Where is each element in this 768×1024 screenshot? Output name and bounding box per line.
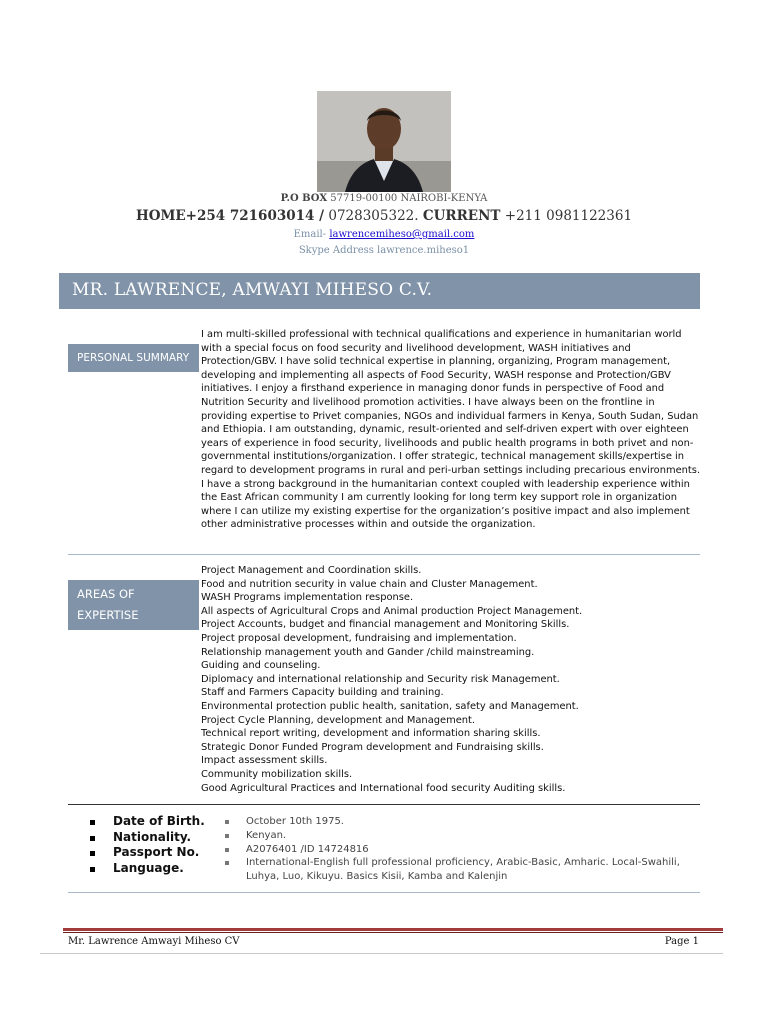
list-item: Impact assessment skills. xyxy=(201,755,328,767)
bullet-icon xyxy=(225,820,229,824)
portrait-image xyxy=(317,91,451,192)
list-item: Strategic Donor Funded Program development and Fundraising skills. xyxy=(201,741,544,753)
skype-line: Skype Address lawrence.miheso1 xyxy=(298,245,470,256)
personal-summary-text: I am multi-skilled professional with technical qualifications and experience in humanitarian world with a special focus on food security and livelihood development, WASH initiatives and Protection/GBV. I have solid technical expertise in planning, organizing, Program management, developing and implementing all aspects of Food Security, WASH response and Protection/GBV initiatives. I enjoy a firsthand experience in managing donor funds in perspective of Food and Nutrition Security and livelihood promotion activities. I have always been on the frontline in providing expertise to Privet companies, NGOs and individual farmers in Kenya, South Sudan, Sudan and Ethiopia. I am outstanding, dynamic, result-oriented and self-driven expert with over eighteen years of experience in food security, livelihoods and public health programs in both privet and non-governmental institutions/organization. I offer strategic, technical management skills/expertise in regard to development programs in rural and peri-urban settings including precarious environments. I have a strong background in the humanitarian context coupled with leadership experience within the East African community I am currently looking for long term key support role in organization where I can utilize my existing expertise for the organization’s positive impact and also implement other administrative processes within and outside the organization. xyxy=(201,329,701,531)
list-item: Good Agricultural Practices and International food security Auditing skills. xyxy=(201,782,566,794)
bullet-icon xyxy=(90,836,95,841)
footer-name: Mr. Lawrence Amwayi Miheso CV xyxy=(68,936,240,947)
bullet-icon xyxy=(90,851,95,856)
personal-details-labels xyxy=(88,814,205,876)
personal-summary-label-box xyxy=(68,344,199,372)
po-box-label: P.O BOX xyxy=(280,193,328,204)
bullet-icon xyxy=(225,848,229,852)
list-item xyxy=(222,815,682,829)
list-item: All aspects of Agricultural Crops and Animal production Project Management. xyxy=(201,605,583,617)
list-item xyxy=(222,843,682,857)
dob-value: October 10th 1975. xyxy=(246,816,344,827)
list-item: Project Accounts, budget and financial management and Monitoring Skills. xyxy=(201,619,570,631)
bullet-icon xyxy=(90,867,95,872)
list-item: Environmental protection public health, sanitation, safety and Management. xyxy=(201,700,579,712)
list-item xyxy=(88,845,205,861)
bullet-icon xyxy=(225,861,229,865)
footer-rule xyxy=(63,928,723,931)
section-divider xyxy=(68,554,700,555)
home-phone: HOME+254 721603014 / xyxy=(135,208,325,224)
list-item xyxy=(222,856,682,884)
list-item: WASH Programs implementation response. xyxy=(201,592,414,604)
section-divider xyxy=(68,804,700,805)
current-label: CURRENT xyxy=(422,208,501,224)
nationality-label: Nationality. xyxy=(113,829,192,844)
cv-title-bar xyxy=(59,273,700,309)
section-divider xyxy=(68,892,700,893)
list-item xyxy=(88,814,205,830)
expertise-list xyxy=(201,564,701,795)
list-item: Guiding and counseling. xyxy=(201,660,321,672)
list-item: Technical report writing, development and information sharing skills. xyxy=(201,728,541,740)
dob-label: Date of Birth. xyxy=(113,814,205,828)
passport-value: A2076401 /ID 14724816 xyxy=(246,843,369,855)
list-item: Community mobilization skills. xyxy=(201,768,353,780)
list-item: Staff and Farmers Capacity building and training. xyxy=(201,687,444,699)
footer-rule-thin xyxy=(63,932,723,933)
cv-title: MR. LAWRENCE, AMWAYI MIHESO C.V. xyxy=(72,280,433,300)
footer-bottom-rule xyxy=(40,953,723,954)
bullet-icon xyxy=(90,820,95,825)
language-label: Language. xyxy=(113,860,184,875)
passport-label: Passport No. xyxy=(113,845,200,859)
alt-phone: 0728305322. xyxy=(328,208,419,224)
email-label: Email- xyxy=(293,229,327,240)
list-item: Project Cycle Planning, development and Management. xyxy=(201,714,476,726)
list-item xyxy=(88,861,205,877)
nationality-value: Kenyan. xyxy=(246,829,287,841)
email-line xyxy=(0,229,768,240)
postal-address xyxy=(0,193,768,204)
areas-of-expertise-label: AREAS OF EXPERTISE xyxy=(77,587,139,622)
list-item: Diplomacy and international relationship and Security risk Management. xyxy=(201,673,560,685)
email-link[interactable]: lawrencemiheso@gmail.com xyxy=(329,229,475,240)
areas-of-expertise-label-box xyxy=(68,580,199,630)
list-item: Food and nutrition security in value chain and Cluster Management. xyxy=(201,578,538,590)
list-item: Relationship management youth and Gander /child mainstreaming. xyxy=(201,646,535,658)
phone-line xyxy=(0,208,768,224)
list-item xyxy=(222,829,682,843)
language-value: International-English full professional proficiency, Arabic-Basic, Amharic. Local-Swahili, Luhya, Luo, Kikuyu. Basics Kisii, Kamba and Kalenjin xyxy=(246,857,680,883)
bullet-icon xyxy=(225,834,229,838)
page-number: Page 1 xyxy=(664,936,699,947)
list-item: Project proposal development, fundraising and implementation. xyxy=(201,632,517,644)
profile-photo xyxy=(317,91,451,192)
personal-summary-label: PERSONAL SUMMARY xyxy=(77,352,190,364)
personal-details-values xyxy=(222,815,682,884)
po-box-value: 57719-00100 NAIROBI-KENYA xyxy=(330,193,488,204)
list-item: Project Management and Coordination skills. xyxy=(201,565,422,576)
list-item xyxy=(88,830,205,846)
current-phone: +211 0981122361 xyxy=(504,208,633,224)
